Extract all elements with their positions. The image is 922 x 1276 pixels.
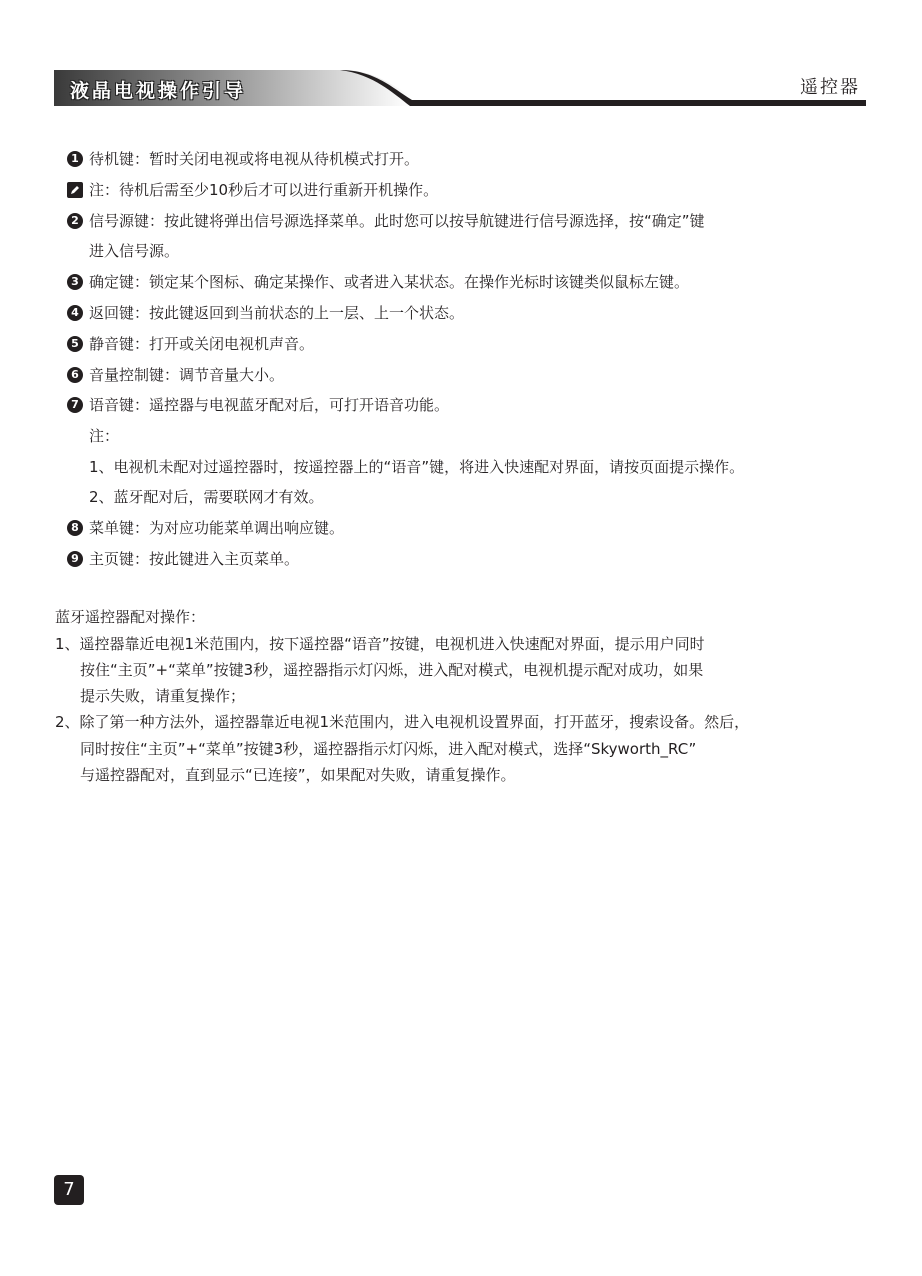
- list-item-text: 待机键：暂时关闭电视或将电视从待机模式打开。: [89, 150, 420, 168]
- list-item-text: 注：待机后需至少10秒后才可以进行重新开机操作。: [89, 181, 439, 199]
- list-item-text: 语音键：遥控器与电视蓝牙配对后，可打开语音功能。: [89, 396, 450, 414]
- header-title: 液晶电视操作引导: [70, 80, 247, 102]
- list-item-text: 确定键：锁定某个图标、确定某操作、或者进入某状态。在操作光标时该键类似鼠标左键。: [89, 273, 690, 291]
- paragraph-line: 同时按住“主页”+“菜单”按键3秒，遥控器指示灯闪烁，进入配对模式，选择“Skyworth_RC”: [80, 740, 697, 758]
- number-badge: 7: [67, 397, 83, 413]
- paragraph-line: 提示失败，请重复操作；: [80, 687, 246, 705]
- list-item-text: 进入信号源。: [89, 242, 180, 260]
- list-item-text: 2、蓝牙配对后，需要联网才有效。: [89, 488, 324, 506]
- number-badge: 6: [67, 367, 83, 383]
- list-item-text: 返回键：按此键返回到当前状态的上一层、上一个状态。: [89, 304, 465, 322]
- section-heading: 蓝牙遥控器配对操作：: [55, 608, 206, 626]
- list-item-text: 信号源键：按此键将弹出信号源选择菜单。此时您可以按导航键进行信号源选择，按“确定”键: [89, 212, 705, 230]
- paragraph-line: 2、除了第一种方法外，遥控器靠近电视1米范围内，进入电视机设置界面，打开蓝牙，搜索设备。然后，: [55, 713, 750, 731]
- page-number: 7: [54, 1175, 84, 1205]
- number-badge: 5: [67, 336, 83, 352]
- paragraph-line: 1、遥控器靠近电视1米范围内，按下遥控器“语音”按键，电视机进入快速配对界面，提示用户同时: [55, 635, 705, 653]
- number-badge: 8: [67, 520, 83, 536]
- list-item-text: 注：: [89, 427, 120, 445]
- number-badge: 1: [67, 151, 83, 167]
- note-pencil-icon: [67, 182, 83, 198]
- list-item-text: 静音键：打开或关闭电视机声音。: [89, 335, 315, 353]
- list-item-text: 1、电视机未配对过遥控器时，按遥控器上的“语音”键，将进入快速配对界面，请按页面提示操作。: [89, 458, 745, 476]
- list-item-text: 菜单键：为对应功能菜单调出响应键。: [89, 519, 345, 537]
- number-badge: 2: [67, 213, 83, 229]
- section-title: 遥控器: [800, 77, 860, 98]
- number-badge: 3: [67, 274, 83, 290]
- paragraph-line: 按住“主页”+“菜单”按键3秒，遥控器指示灯闪烁，进入配对模式，电视机提示配对成功，如果: [80, 661, 704, 679]
- list-item-text: 音量控制键：调节音量大小。: [89, 366, 285, 384]
- number-badge: 9: [67, 551, 83, 567]
- number-badge: 4: [67, 305, 83, 321]
- list-item-text: 主页键：按此键进入主页菜单。: [89, 550, 300, 568]
- page-header: [0, 0, 922, 120]
- paragraph-line: 与遥控器配对，直到显示“已连接”，如果配对失败，请重复操作。: [80, 766, 516, 784]
